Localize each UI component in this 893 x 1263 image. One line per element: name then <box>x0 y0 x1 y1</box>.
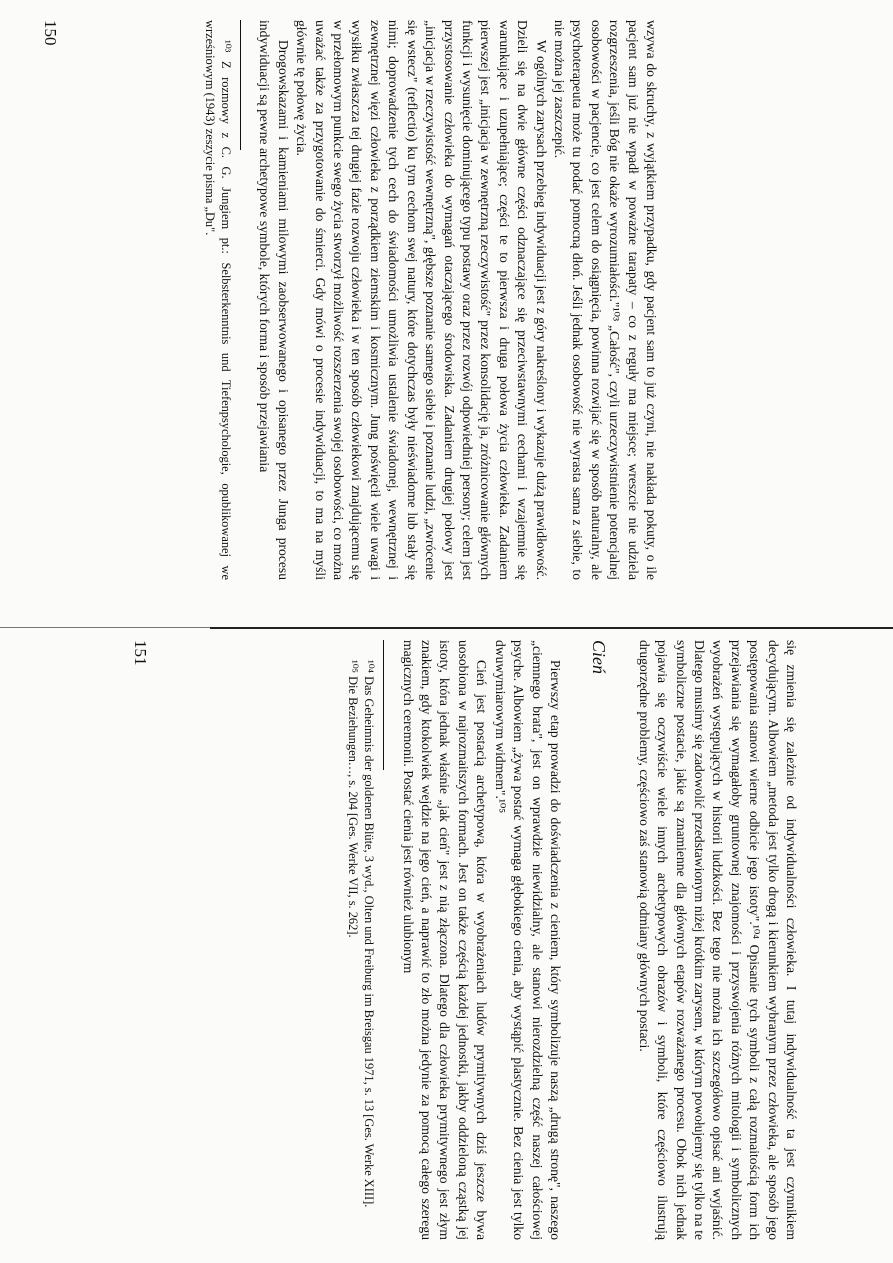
paragraph: wzywa do skruchy, z wyjątkiem przypadku, gdy pacjent sam to już czyni, nie nakłada pokuty, o ile pacjent sam już nie wpadł w poważne tarapaty – co z reguły ma miejsce; wreszcie nie udziela rozgrzeszenia, jeśli Bóg nie okaże wyrozumiałości."¹⁰³ „Całość", czyli urzeczywistnienie potencjalnej osobowości w pacjencie, co jest celem do osiągnięcia, powinna rozwijać się w sposób naturalny, ale psychoterapeuta może tu podać pomocną dłoń. Jeśli jednak osobowość nie wyrasta sama z siebie, to nie można jej zaszczepić. <box>551 20 659 580</box>
footnote-rule <box>383 640 384 770</box>
page-number: 151 <box>131 640 150 666</box>
page-150 <box>41 20 893 620</box>
paragraph: W ogólnych zarysach przebieg indywiduacji jest z góry nakreślony i wykazuje dużą prawidłowość. Dzieli się na dwie główne części odznaczające się przeciwstawnymi cechami i wzajemnie się warunkujące i uzupełniające; części te to pierwsza i druga połowa życia człowieka. Zadaniem pierwszej jest „inicjacja w zewnętrzną rzeczywistość" przez konsolidację ja, zróżnicowanie głównych funkcji i wysunięcie dominującego typu postawy oraz przez rozwój odpowiedniej persony; celem jest przystosowanie człowieka do wymagań otaczającego środowiska. Zadaniem drugiej połowy jest „inicjacja w rzeczywistość wewnętrzną", głębsze poznanie samego siebie i poznanie ludzi, „zwrócenie się wstecz" (reflectio) ku tym cechom swej natury, które dotychczas były nieświadome lub stały się nimi; doprowadzenie tych cech do świadomości umożliwia ustalenie świadomej, wewnętrznej i zewnętrznej więzi człowieka z porządkiem ziemskim i kosmicznym. Jung poświęcił wiele uwagi i wysiłku zwłaszcza tej drugiej fazie rozwoju człowieka i w ten sposób człowiekowi znajdującemu się w przełomowym punkcie swego życia stworzył możliwość rozszerzenia swojej osobowości, co można uważać także za przygotowanie do śmierci. Gdy mówi o procesie indywiduacji, to ma na myśli głównie tę połowę życia. <box>294 20 549 580</box>
paragraph: Drogowskazami i kamieniami milowymi zaobserwowanego i opisanego przez Junga procesu indywiduacji są pewne archetypowe symbole, których forma i sposób przejawiania <box>257 20 291 580</box>
page-151-frame <box>110 640 800 1240</box>
page-150-frame <box>30 20 660 580</box>
page-151 <box>100 640 893 1240</box>
section-heading: Cień <box>589 640 610 674</box>
paragraph: Cień jest postacią archetypową, która w wyobrażeniach ludów prymitywnych dziś jeszcze bywa uosobiona w najrozmaitszych formach. Jest on także częścią każdej jednostki, jakby oddzieloną cząstką jej istoty, która jednak właśnie „jak cień" jest z nią złączona. Dlatego dla człowieka prymitywnego jest złym znakiem, gdy ktokolwiek wejdzie na jego cień, a naprawić to zło można jedynie za pomocą całego szeregu magicznych ceremonii. Postać cienia jest również ulubionym <box>400 640 490 1240</box>
paragraph: Pierwszy etap prowadzi do doświadczenia z cieniem, który symbolizuje naszą „drugą stronę", naszego „ciemnego brata", jest on wprawdzie niewidzialny, ale stanowi nierozdzielną część naszej całościowej psyche. Albowiem „żywa postać wymaga głębokiego cienia, aby wystąpić plastycznie. Bez cienia jest tylko dwuwymiarowym widmem".¹⁰⁵ <box>492 640 563 1240</box>
page-divider-line <box>210 627 893 629</box>
footnote-rule <box>240 20 241 150</box>
page-number: 150 <box>41 20 60 46</box>
paragraph: się zmienia się zależnie od indywidualności człowieka. I tutaj indywidualność ta jest czynnikiem decydującym. Albowiem „metoda jest tylko drogą i kierunkiem wybranym przez człowieka, ale sposób jego postępowania stanowi wierne odbicie jego istoty".¹⁰⁴ Opisanie tych symboli z całą rozmaitością form ich przejawiania się wymagałoby gruntownej znajomości i przyswojenia różnych mitologii i symbolicznych wyobrażeń występujących w historii ludzkości. Bez tego nie można ich szczegółowo opisać ani wyjaśnić. Dlatego musimy się zadowolić przedstawionym niżej krótkim zarysem, w którym powołujemy się tylko na te symboliczne postacie, jakie są znamienne dla głównych etapów rozważanego procesu. Obok nich jednak pojawia się oczywiście wiele innych archetypowych obrazów i symboli, które częściowo ilustrują drugorzędne problemy, częściowo zaś stanowią odmiany głównych postaci. <box>636 640 799 1240</box>
page-divider-line-faint <box>0 627 210 628</box>
page-151-body <box>398 640 800 1240</box>
footnote: ¹⁰³ Z rozmowy z C. G. Jungiem pt.: Selbsterkenntnis und Tiefenpsychologie, opublikowanej we wrześniowym (1943) zeszycie pisma „Du". <box>202 20 234 580</box>
footnote: ¹⁰⁵ Die Beziehungen…, s. 204 [Ges. Werke VII, s. 262]. <box>346 660 361 938</box>
footnote: ¹⁰⁴ Das Geheimnis der goldenen Blüte, 3 wyd., Olten und Freiburg im Breisgau 1971, s. 13 [Ges. Werke XIII]. <box>362 660 377 1208</box>
page-150-body <box>255 20 660 580</box>
